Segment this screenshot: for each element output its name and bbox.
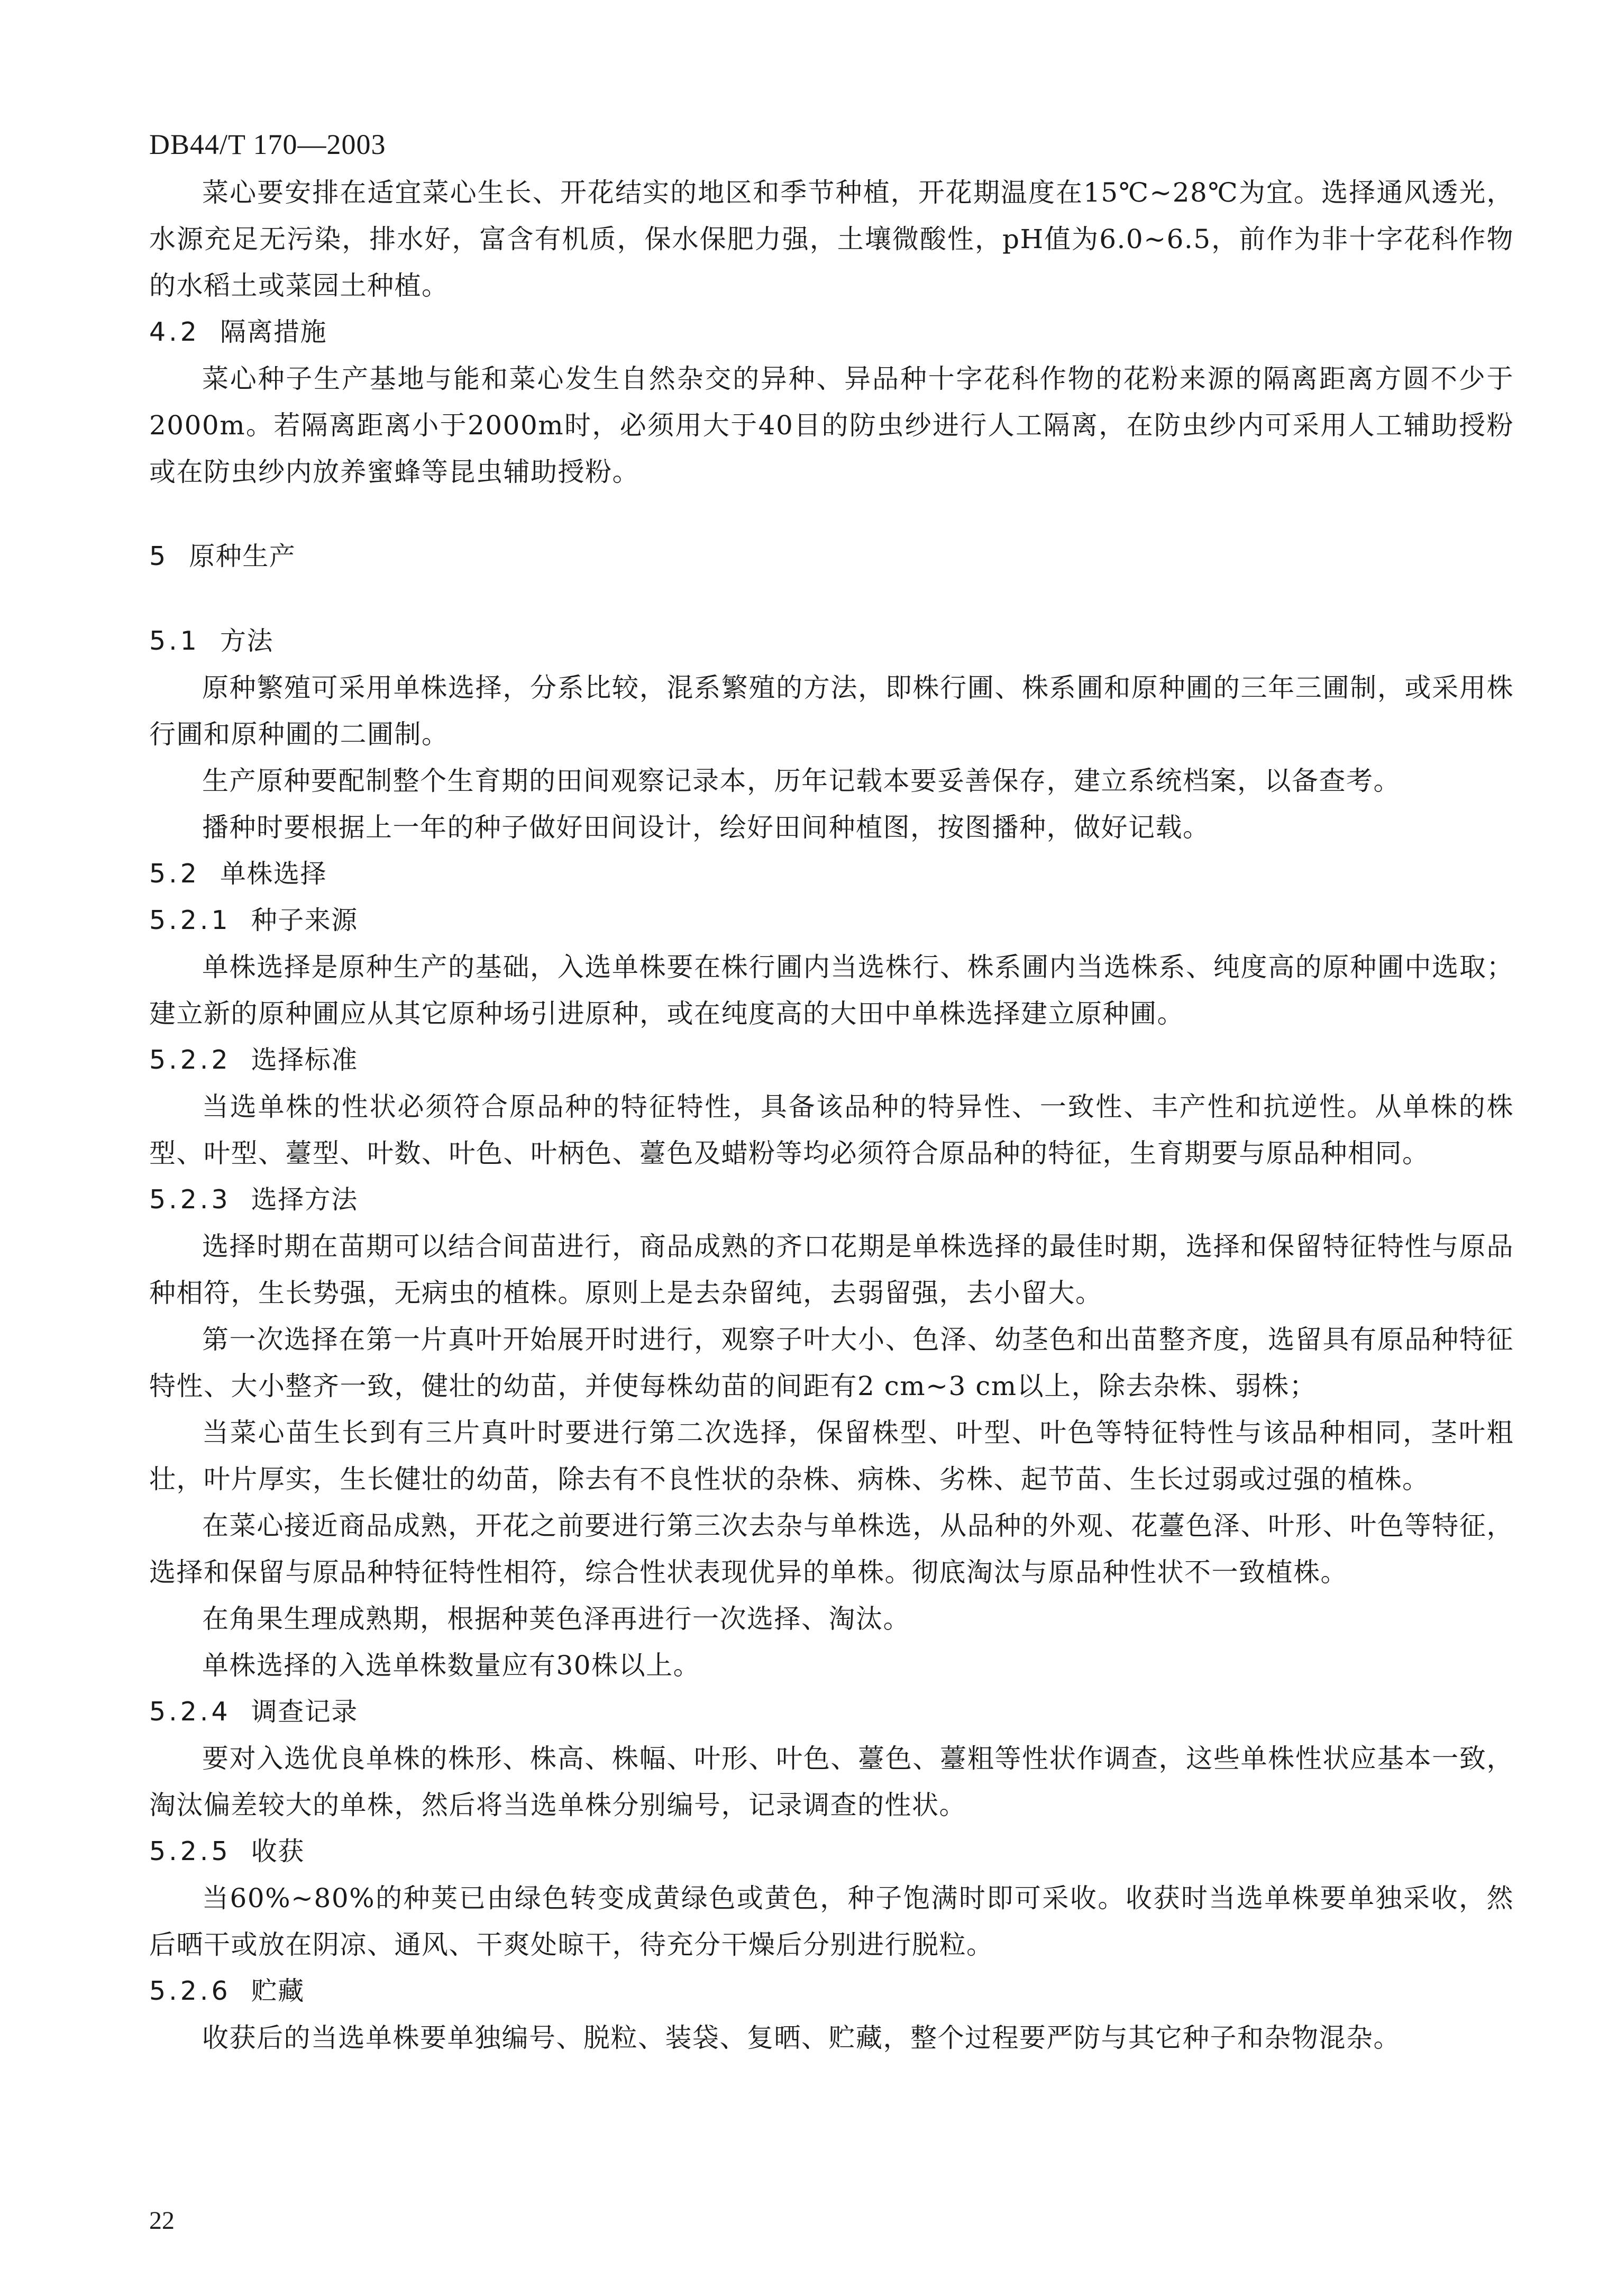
paragraph-method-3: 播种时要根据上一年的种子做好田间设计，绘好田间种植图，按图播种，做好记载。 [202, 812, 1210, 843]
heading-number: 5.2.5 [149, 1836, 231, 1866]
paragraph-storage: 收获后的当选单株要单独编号、脱粒、装袋、复晒、贮藏，整个过程要严防与其它种子和杂物混杂。 [202, 2022, 1401, 2053]
heading-title: 收获 [251, 1836, 305, 1866]
heading-number: 5.2.3 [149, 1185, 231, 1215]
page-number: 22 [149, 2207, 175, 2235]
paragraph-selection-4: 在菜心接近商品成熟，开花之前要进行第三次去杂与单株选，从品种的外观、花薹色泽、叶形、叶色等特征，选择和保留与原品种特征特性相符，综合性状表现优异的单株。彻底淘汰与原品种性状不一致植株。 [149, 1510, 1514, 1588]
heading-title: 选择标准 [251, 1045, 358, 1075]
heading-5-2-4 [149, 1689, 1514, 1735]
paragraph-selection-criteria: 当选单株的性状必须符合原品种的特征特性，具备该品种的特异性、一致性、丰产性和抗逆性。从单株的株型、叶型、薹型、叶数、叶色、叶柄色、薹色及蜡粉等均必须符合原品种的特征，生育期要与原品种相同。 [149, 1091, 1514, 1169]
heading-number: 5.2.2 [149, 1045, 231, 1075]
heading-title: 种子来源 [251, 905, 358, 935]
heading-5-1 [149, 618, 1514, 664]
heading-number: 5.2.4 [149, 1697, 231, 1727]
heading-title: 原种生产 [189, 541, 296, 571]
heading-title: 单株选择 [220, 859, 327, 889]
paragraph-selection-5: 在角果生理成熟期，根据种荚色泽再进行一次选择、淘汰。 [202, 1603, 910, 1634]
heading-title: 方法 [220, 626, 273, 656]
heading-5-2-1 [149, 897, 1514, 944]
paragraph-harvest: 当60%~80%的种荚已由绿色转变成黄绿色或黄色，种子饱满时即可采收。收获时当选单株要单独采收，然后晒干或放在阴凉、通风、干爽处晾干，待充分干燥后分别进行脱粒。 [149, 1883, 1514, 1960]
paragraph-seed-source: 单株选择是原种生产的基础，入选单株要在株行圃内当选株行、株系圃内当选株系、纯度高的原种圃中选取；建立新的原种圃应从其它原种场引进原种，或在纯度高的大田中单株选择建立原种圃。 [149, 952, 1514, 1029]
paragraph-site-selection: 菜心要安排在适宜菜心生长、开花结实的地区和季节种植，开花期温度在15℃~28℃为宜。选择通风透光，水源充足无污染，排水好，富含有机质，保水保肥力强，土壤微酸性，pH值为6.0~6.5，前作为非十字花科作物的水稻土或菜园土种植。 [149, 177, 1514, 301]
heading-number: 5.2 [149, 859, 200, 889]
standard-code: DB44/T 170—2003 [149, 129, 386, 160]
heading-number: 4.2 [149, 317, 200, 347]
heading-number: 5 [149, 541, 169, 571]
heading-5 [149, 533, 1514, 580]
paragraph-selection-3: 当菜心苗生长到有三片真叶时要进行第二次选择，保留株型、叶型、叶色等特征特性与该品种相同，茎叶粗壮，叶片厚实，生长健壮的幼苗，除去有不良性状的杂株、病株、劣株、起节苗、生长过弱或过强的植株。 [149, 1417, 1514, 1495]
heading-title: 调查记录 [251, 1697, 358, 1727]
heading-4-2 [149, 309, 1514, 356]
heading-5-2-6 [149, 1968, 1514, 2015]
heading-title: 隔离措施 [220, 317, 327, 347]
paragraph-method-2: 生产原种要配制整个生育期的田间观察记录本，历年记载本要妥善保存，建立系统档案，以备查考。 [202, 766, 1401, 796]
paragraph-isolation: 菜心种子生产基地与能和菜心发生自然杂交的异种、异品种十字花科作物的花粉来源的隔离距离方圆不少于2000m。若隔离距离小于2000m时，必须用大于40目的防虫纱进行人工隔离，在防虫纱内可采用人工辅助授粉或在防虫纱内放养蜜蜂等昆虫辅助授粉。 [149, 363, 1514, 487]
heading-5-2-5 [149, 1828, 1514, 1875]
heading-number: 5.2.6 [149, 1976, 231, 2006]
heading-5-2-3 [149, 1177, 1514, 1223]
heading-number: 5.1 [149, 626, 200, 656]
heading-title: 选择方法 [251, 1185, 358, 1215]
heading-5-2 [149, 851, 1514, 897]
body-text [149, 169, 1514, 2061]
heading-title: 贮藏 [251, 1976, 305, 2006]
heading-5-2-2 [149, 1037, 1514, 1083]
paragraph-selection-2: 第一次选择在第一片真叶开始展开时进行，观察子叶大小、色泽、幼茎色和出苗整齐度，选留具有原品种特征特性、大小整齐一致，健壮的幼苗，并使每株幼苗的间距有2 cm~3 cm以上，除去杂株、弱株； [149, 1324, 1514, 1401]
paragraph-survey-record: 要对入选优良单株的株形、株高、株幅、叶形、叶色、薹色、薹粗等性状作调查，这些单株性状应基本一致，淘汰偏差较大的单株，然后将当选单株分别编号，记录调查的性状。 [149, 1743, 1514, 1820]
paragraph-method-1: 原种繁殖可采用单株选择，分系比较，混系繁殖的方法，即株行圃、株系圃和原种圃的三年三圃制，或采用株行圃和原种圃的二圃制。 [149, 672, 1514, 750]
paragraph-selection-1: 选择时期在苗期可以结合间苗进行，商品成熟的齐口花期是单株选择的最佳时期，选择和保留特征特性与原品种相符，生长势强，无病虫的植株。原则上是去杂留纯，去弱留强，去小留大。 [149, 1231, 1514, 1308]
paragraph-selection-6: 单株选择的入选单株数量应有30株以上。 [202, 1650, 701, 1681]
heading-number: 5.2.1 [149, 905, 231, 935]
